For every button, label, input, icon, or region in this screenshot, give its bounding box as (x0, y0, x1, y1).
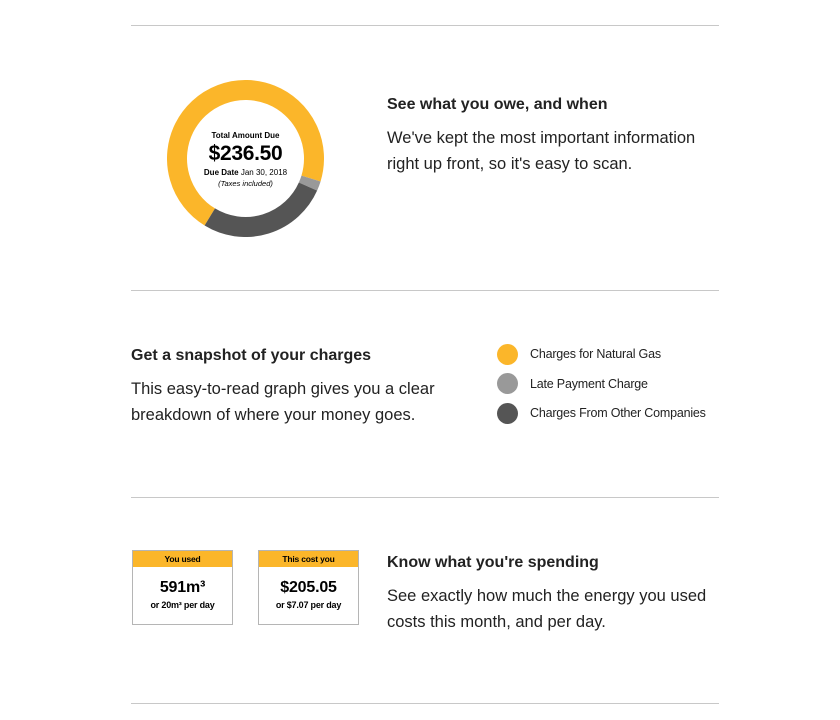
owe-title: See what you owe, and when (387, 96, 608, 113)
spending-body: See exactly how much the energy you used costs this month, and per day. (387, 587, 707, 631)
legend-label: Charges From Other Companies (530, 406, 706, 420)
legend-item (497, 402, 706, 424)
cost-card-value: $205.05 (280, 579, 337, 596)
usage-card-value: 591m³ (159, 579, 206, 596)
snapshot-title: Get a snapshot of your charges (131, 347, 372, 364)
divider (131, 497, 719, 498)
legend-label: Late Payment Charge (530, 376, 648, 391)
due-date (204, 168, 287, 177)
cost-card-sub: or $7.07 per day (275, 600, 342, 610)
legend-item (497, 343, 706, 365)
total-amount-value: $236.50 (208, 142, 283, 165)
divider (131, 25, 719, 26)
amount-due-donut (167, 80, 324, 237)
legend-label: Charges for Natural Gas (530, 347, 661, 361)
usage-card-header: You used (133, 551, 232, 567)
owe-body: We've kept the most important information right up front, so it's easy to scan. (387, 129, 696, 173)
snapshot-body: This easy-to-read graph gives you a clear breakdown of where your money goes. (131, 380, 435, 424)
donut-center (167, 80, 324, 237)
legend-swatch (497, 344, 518, 365)
cost-card (258, 550, 359, 625)
charges-legend (497, 343, 706, 432)
cost-card-header: This cost you (259, 551, 358, 567)
divider (131, 703, 719, 704)
taxes-note: (Taxes included) (218, 179, 273, 188)
due-date-value: Jan 30, 2018 (240, 168, 288, 177)
divider (131, 290, 719, 291)
legend-item (497, 373, 706, 395)
legend-swatch (497, 373, 518, 394)
spending-title: Know what you're spending (387, 554, 599, 571)
legend-swatch (497, 403, 518, 424)
usage-card (132, 550, 233, 625)
due-date-label: Due Date (203, 168, 239, 177)
total-amount-label: Total Amount Due (211, 131, 280, 140)
usage-card-sub: or 20m³ per day (150, 600, 215, 610)
